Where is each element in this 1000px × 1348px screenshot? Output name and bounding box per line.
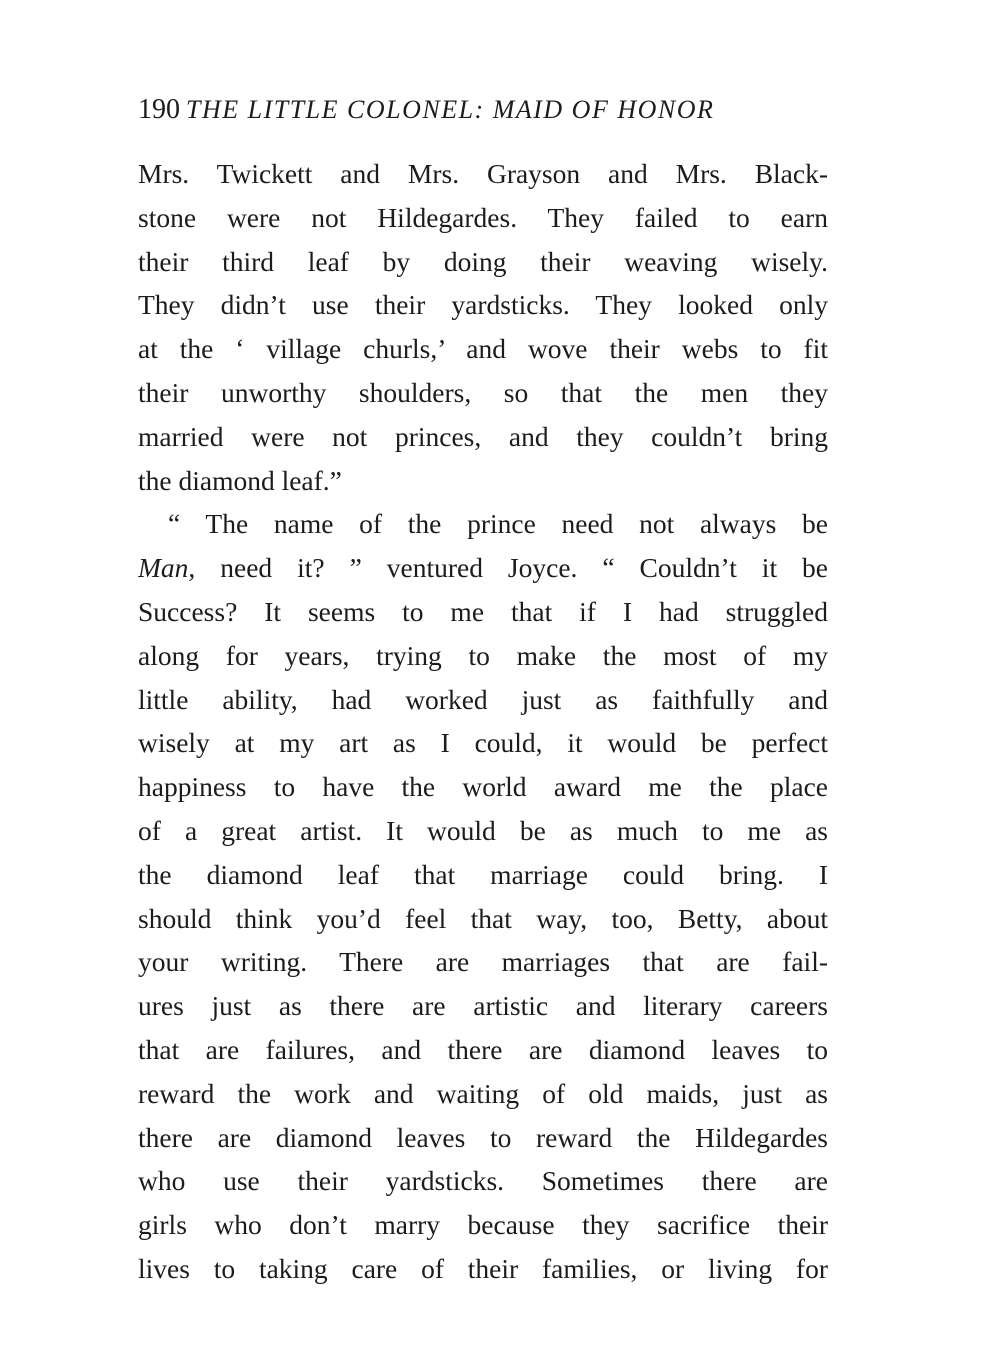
text-line: Success? It seems to me that if I had struggled [138,595,828,627]
text-line: wisely at my art as I could, it would be perfect [138,727,828,759]
text-line: your writing. There are marriages that are fail- [138,946,828,978]
text-line: reward the work and waiting of old maids, just as [138,1077,828,1109]
text-line: their unworthy shoulders, so that the men they [138,376,828,408]
text-line: stone were not Hildegardes. They failed to earn [138,201,828,233]
text-line: Mrs. Twickett and Mrs. Grayson and Mrs. Black- [138,158,828,189]
page-body [138,152,828,1291]
running-title: THE LITTLE COLONEL: MAID OF HONOR [186,95,715,124]
text-line: lives to taking care of their families, or living for [138,1252,828,1284]
text-line: They didn’t use their yardsticks. They looked only [138,289,828,321]
text-line: ures just as there are artistic and literary careers [138,990,828,1022]
page-number: 190 [138,94,180,125]
text-line: happiness to have the world award me the place [138,771,828,803]
text-line: little ability, had worked just as faithfully and [138,683,828,715]
text-line: at the ‘ village churls,’ and wove their webs to fit [138,333,828,365]
text-line: along for years, trying to make the most of my [138,639,828,671]
running-header [138,88,838,132]
text-line [138,546,828,590]
text-line: their third leaf by doing their weaving wisely. [138,245,828,277]
emphasized-word: Man, [138,552,196,584]
paragraph-first-line: “ The name of the prince need not always be [168,508,828,540]
text-line: there are diamond leaves to reward the Hildegardes [138,1121,828,1153]
text-span: need it? ” ventured Joyce. “ Couldn’t it be [195,552,828,584]
text-line: married were not princes, and they couldn’t bring [138,420,828,452]
text-line: the diamond leaf that marriage could bring. I [138,858,828,890]
text-line: should think you’d feel that way, too, Betty, about [138,902,828,934]
text-line: of a great artist. It would be as much to me as [138,814,828,846]
text-line: the diamond leaf.” [138,464,342,496]
text-line: girls who don’t marry because they sacrifice their [138,1209,828,1241]
text-line: that are failures, and there are diamond leaves to [138,1033,828,1065]
text-line: who use their yardsticks. Sometimes there are [138,1165,828,1197]
